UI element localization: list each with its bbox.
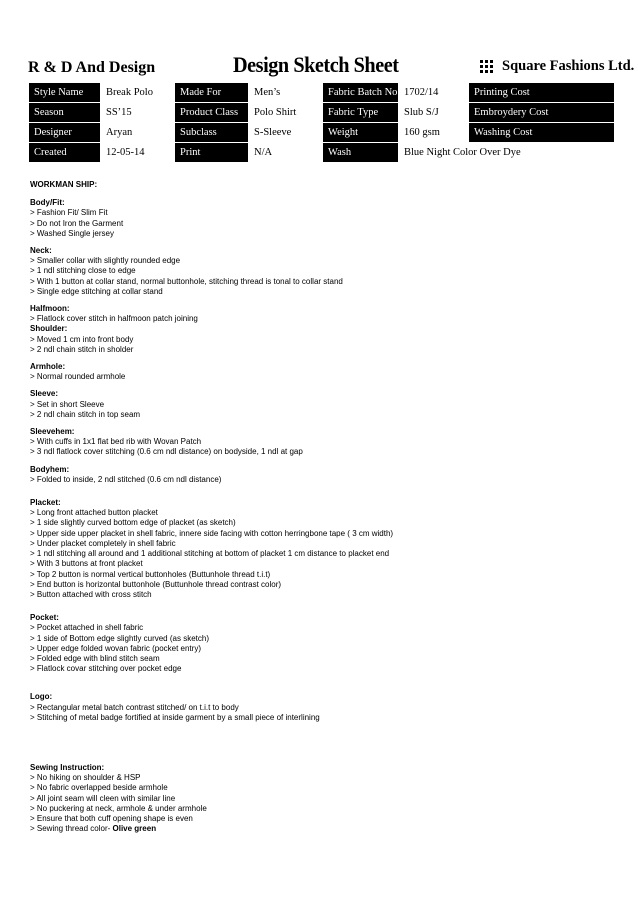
fabric-type-value: Slub S/J xyxy=(399,103,469,123)
section-title: Sewing Instruction: xyxy=(30,762,105,772)
list-item: > Upper side upper placket in shell fabric, innere side facing with cotton herringbone tape ( 3 cm width) xyxy=(30,528,394,538)
list-item: > Normal rounded armhole xyxy=(30,372,126,382)
info-row xyxy=(29,83,615,103)
list-item: > 1 ndl stitching all around and 1 additional stitching at bottom of placket 1 cm distance to placket end xyxy=(30,549,390,559)
list-item: > 3 ndl flatlock cover stitching (0.6 cm ndl distance) on bodyside, 1 ndl at gap xyxy=(30,447,303,457)
season-value: SS’15 xyxy=(101,103,175,123)
department-title: R & D And Design xyxy=(28,59,156,76)
list-item: > Folded edge with blind stitch seam xyxy=(30,653,160,663)
created-label: Created xyxy=(29,143,101,163)
weight-label: Weight xyxy=(323,123,399,143)
list-item: > With 3 buttons at front placket xyxy=(30,559,143,569)
style-info-table xyxy=(28,82,615,163)
section-sleevehem xyxy=(30,427,610,458)
list-item: > Rectangular metal batch contrast stitched/ on t.i.t to body xyxy=(30,702,239,712)
section-title: Shoulder: xyxy=(30,324,68,334)
list-item: > No hiking on shoulder & HSP xyxy=(30,773,141,783)
embroidery-cost-label: Embroydery Cost xyxy=(469,103,615,123)
fabric-batch-value: 1702/14 xyxy=(399,83,469,103)
section-sleeve xyxy=(30,389,610,420)
company-name: Square Fashions Ltd. xyxy=(502,58,635,74)
list-item: > Washed Single jersey xyxy=(30,228,114,238)
list-item: > 1 side slightly curved bottom edge of placket (as sketch) xyxy=(30,518,236,528)
section-title: Bodyhem: xyxy=(30,464,70,474)
washing-cost-label: Washing Cost xyxy=(469,123,615,143)
list-item: > With 1 button at collar stand, normal buttonhole, stitching thread is tonal to collar stand xyxy=(30,276,343,286)
list-item: > Smaller collar with slightly rounded edge xyxy=(30,256,181,266)
section-halfmoon xyxy=(30,304,610,324)
list-item: > Folded to inside, 2 ndl stitched (0.6 cm ndl distance) xyxy=(30,474,222,484)
list-item: > Pocket attached in shell fabric xyxy=(30,623,144,633)
workmanship-content xyxy=(30,180,610,841)
list-item: > Single edge stitching at collar stand xyxy=(30,286,163,296)
designer-label: Designer xyxy=(29,123,101,143)
product-class-value: Polo Shirt xyxy=(249,103,323,123)
info-row xyxy=(29,123,615,143)
section-body-fit xyxy=(30,198,610,239)
thread-color-value: Olive green xyxy=(112,824,157,834)
company-logo-icon xyxy=(480,60,493,73)
list-item: > Moved 1 cm into front body xyxy=(30,334,134,344)
list-item: > Fashion Fit/ Slim Fit xyxy=(30,208,108,218)
printing-cost-label: Printing Cost xyxy=(469,83,615,103)
list-item: > 1 ndl stitching close to edge xyxy=(30,266,136,276)
list-item: > Under placket completely in shell fabric xyxy=(30,538,176,548)
section-title: Armhole: xyxy=(30,362,66,372)
wash-label: Wash xyxy=(323,143,399,163)
list-item: > 2 ndl chain stitch in top seam xyxy=(30,409,141,419)
made-for-label: Made For xyxy=(175,83,249,103)
section-title: Halfmoon: xyxy=(30,304,70,314)
list-item: > End button is horizontal buttonhole (Buttunhole thread contrast color) xyxy=(30,579,282,589)
season-label: Season xyxy=(29,103,101,123)
list-item: > Button attached with cross stitch xyxy=(30,589,152,599)
thread-color-prefix: > Sewing thread color- xyxy=(30,824,113,834)
list-item: > Stitching of metal badge fortified at inside garment by a small piece of interlining xyxy=(30,712,320,722)
section-pocket xyxy=(30,613,610,674)
document-title: Design Sketch Sheet xyxy=(233,52,399,77)
list-item: > Set in short Sleeve xyxy=(30,399,105,409)
section-title: Logo: xyxy=(30,692,53,702)
designer-value: Aryan xyxy=(101,123,175,143)
list-item: > Ensure that both cuff opening shape is even xyxy=(30,813,193,823)
list-item: > Top 2 button is normal vertical buttonholes (Buttunhole thread t.i.t) xyxy=(30,569,271,579)
list-item: > Flatlock cover stitch in halfmoon patch joining xyxy=(30,314,198,324)
list-item: > No fabric overlapped beside armhole xyxy=(30,783,168,793)
section-logo xyxy=(30,692,610,723)
info-row xyxy=(29,103,615,123)
section-armhole xyxy=(30,362,610,382)
created-value: 12-05-14 xyxy=(101,143,175,163)
section-title: Sleeve: xyxy=(30,389,59,399)
list-item: > No puckering at neck, armhole & under armhole xyxy=(30,803,207,813)
section-title: Neck: xyxy=(30,246,52,256)
workmanship-heading: WORKMAN SHIP: xyxy=(30,180,98,189)
info-row xyxy=(29,143,615,163)
subclass-value: S-Sleeve xyxy=(249,123,323,143)
list-item: > 2 ndl chain stitch in sholder xyxy=(30,344,134,354)
section-sewing-instruction xyxy=(30,763,610,834)
list-item: > With cuffs in 1x1 flat bed rib with Wovan Patch xyxy=(30,437,202,447)
fabric-batch-label: Fabric Batch No xyxy=(323,83,399,103)
section-placket xyxy=(30,498,610,600)
list-item: > 1 side of Bottom edge slightly curved (as sketch) xyxy=(30,633,209,643)
list-item xyxy=(30,824,610,834)
made-for-value: Men’s xyxy=(249,83,323,103)
list-item: > Flatlock covar stitching over pocket edge xyxy=(30,664,182,674)
weight-value: 160 gsm xyxy=(399,123,469,143)
style-name-value: Break Polo xyxy=(101,83,175,103)
section-shoulder xyxy=(30,324,610,355)
list-item: > All joint seam will cleen with similar line xyxy=(30,793,176,803)
section-neck xyxy=(30,246,610,297)
section-title: Sleevehem: xyxy=(30,427,75,437)
section-title: Placket: xyxy=(30,498,61,508)
fabric-type-label: Fabric Type xyxy=(323,103,399,123)
section-title: Body/Fit: xyxy=(30,198,65,208)
style-name-label: Style Name xyxy=(29,83,101,103)
list-item: > Long front attached button placket xyxy=(30,508,158,518)
section-bodyhem xyxy=(30,465,610,485)
print-label: Print xyxy=(175,143,249,163)
list-item: > Do not Iron the Garment xyxy=(30,218,124,228)
product-class-label: Product Class xyxy=(175,103,249,123)
list-item: > Upper edge folded wovan fabric (pocket entry) xyxy=(30,643,201,653)
page-header xyxy=(28,52,635,82)
subclass-label: Subclass xyxy=(175,123,249,143)
print-value: N/A xyxy=(249,143,323,163)
wash-value: Blue Night Color Over Dye xyxy=(399,143,615,163)
section-title: Pocket: xyxy=(30,613,59,623)
